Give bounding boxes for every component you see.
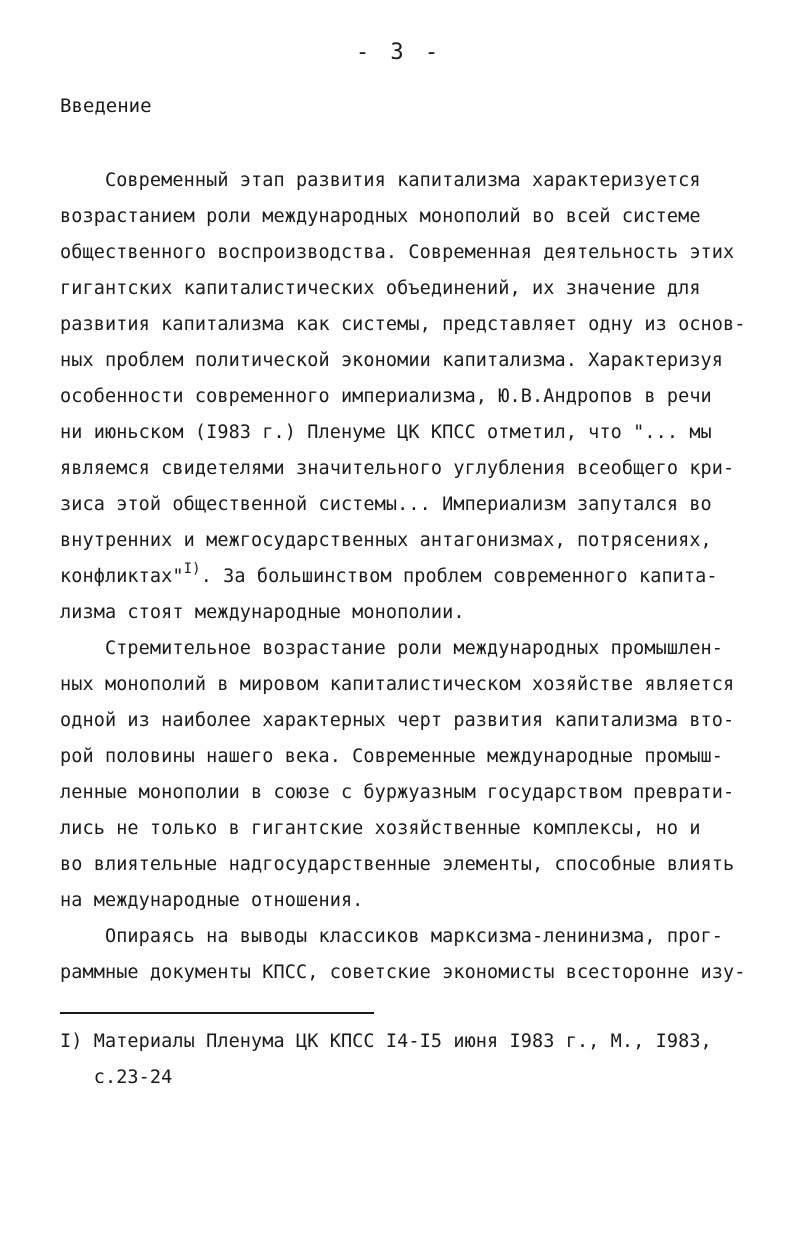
text-line-2: возрастанием роли международных монополий во всей системе (60, 206, 701, 227)
line-text-pre: конфликтах" (60, 566, 184, 587)
text-line-9: являемся свидетелями значительного углубления всеобщего кри- (60, 458, 735, 479)
text-line-16: одной из наиболее характерных черт развития капитализма вто- (60, 710, 735, 731)
text-line-20: во влиятельные надгосударственные элементы, способные влиять (60, 854, 735, 875)
page-number: - 3 - (355, 40, 443, 65)
text-line-1: Современный этап развития капитализма характеризуется (60, 170, 701, 191)
text-line-13: лизма стоят международные монополии. (60, 602, 465, 623)
text-line-14: Стремительное возрастание роли международных промышлен- (60, 638, 724, 659)
text-line-12 (60, 561, 718, 590)
text-line-4: гигантских капиталистических объединений, их значение для (60, 278, 701, 299)
text-line-18: ленные монополии в союзе с буржуазным государством преврати- (60, 782, 735, 803)
footnote-line-1: I) Материалы Пленума ЦК КПСС I4-I5 июня I983 г., М., I983, (60, 1031, 712, 1052)
text-line-17: рой половины нашего века. Современные международные промыш- (60, 746, 724, 767)
text-line-23: раммные документы КПСС, советские экономисты всесторонне изу- (60, 962, 746, 983)
text-line-8: ни июньском (I983 г.) Пленуме ЦК КПСС отметил, что "... мы (60, 422, 712, 443)
text-line-6: ных проблем политической экономии капитализма. Характеризуя (60, 350, 724, 371)
text-line-15: ных монополий в мировом капиталистическом хозяйстве является (60, 674, 735, 695)
line-text-post: . За большинством проблем современного капита- (200, 566, 718, 587)
text-line-7: особенности современного империализма, Ю.В.Андропов в речи (60, 386, 712, 407)
text-line-19: лись не только в гигантские хозяйственные комплексы, но и (60, 818, 701, 839)
text-line-5: развития капитализма как системы, представляет одну из основ- (60, 314, 746, 335)
text-line-21: на международные отношения. (60, 890, 364, 911)
text-line-3: общественного воспроизводства. Современная деятельность этих (60, 242, 735, 263)
text-line-10: зиса этой общественной системы... Империализм запутался во (60, 494, 712, 515)
footnote-ref: I) (183, 561, 201, 577)
text-line-22: Опираясь на выводы классиков марксизма-ленинизма, прог- (60, 926, 724, 947)
text-line-11: внутренних и межгосударственных антагонизмах, потрясениях, (60, 530, 712, 551)
footnote-line-2: с.23-24 (60, 1067, 173, 1088)
footnote-divider (60, 1012, 374, 1014)
section-heading: Введение (60, 95, 152, 117)
